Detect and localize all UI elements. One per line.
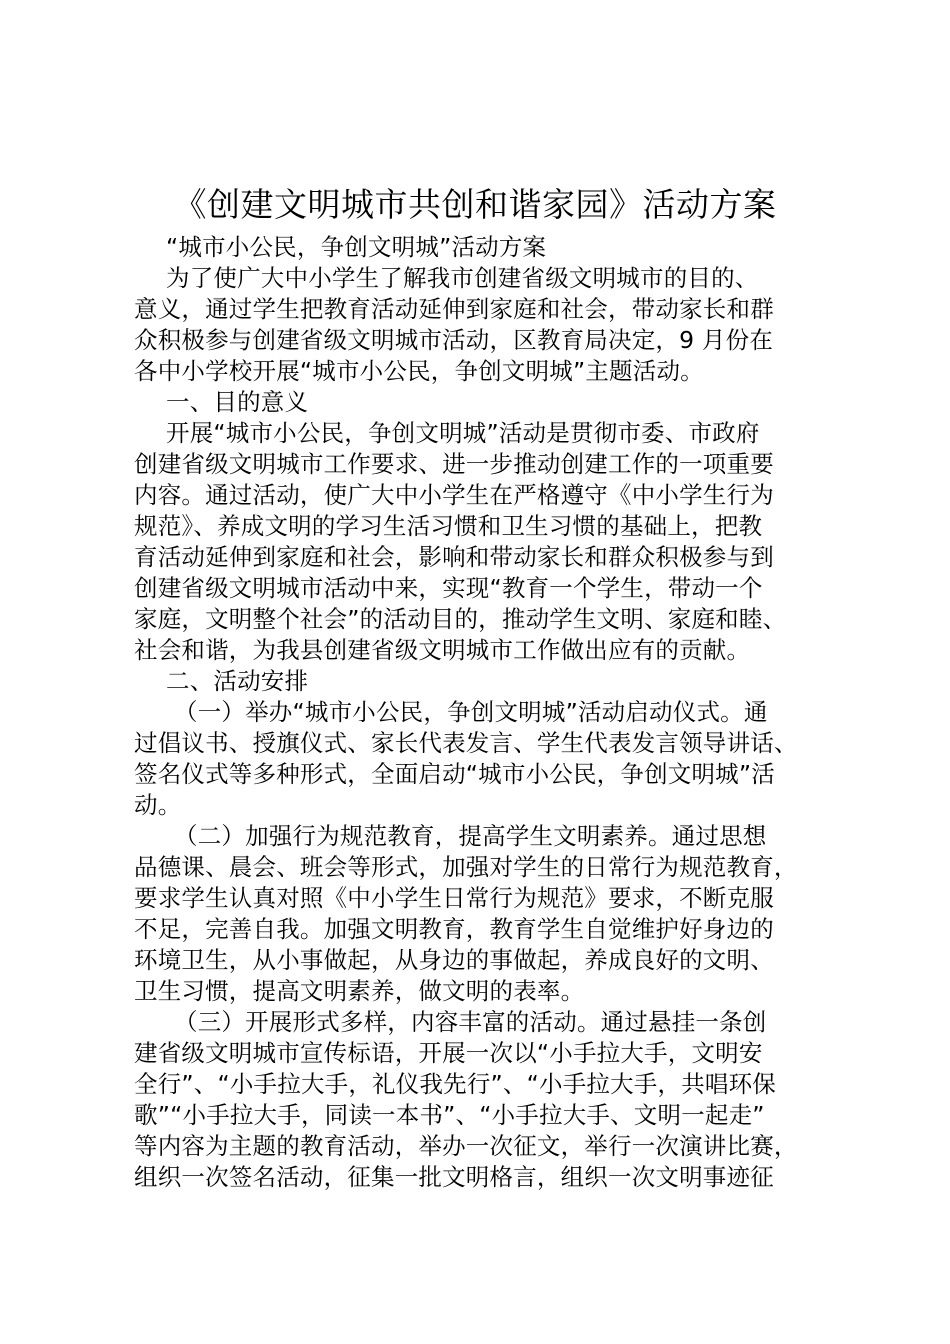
subtitle-line: “城市小公民，争创文明城”活动方案 [166,233,547,261]
text-line: （一）举办“城市小公民，争创文明城”活动启动仪式。通 [174,698,768,726]
text-line: 建省级文明城市宣传标语，开展一次以“小手拉大手，文明安 [134,1039,763,1067]
section-heading: 一、目的意义 [166,388,309,416]
text-line: 组织一次签名活动，征集一批文明格言，组织一次文明事迹征 [134,1163,774,1191]
text-line: 众积极参与创建省级文明城市活动，区教育局决定，9 月份在 [134,326,774,354]
text-line: 创建省级文明城市活动中来，实现“教育一个学生，带动一个 [134,574,763,602]
text-line: 社会和谐，为我县创建省级文明城市工作做出应有的贡献。 [134,636,751,664]
text-line: 全行”、“小手拉大手，礼仪我先行”、“小手拉大手，共唱环保 [134,1070,776,1098]
text-line: 歌”“小手拉大手，同读一本书”、“小手拉大手、文明一起走” [134,1101,765,1129]
text-line: 家庭，文明整个社会”的活动目的，推动学生文明、家庭和睦、 [134,605,787,633]
text-line: 品德课、晨会、班会等形式，加强对学生的日常行为规范教育， [134,853,798,881]
text-line: 签名仪式等多种形式，全面启动“城市小公民，争创文明城”活 [134,760,775,788]
text-line: 创建省级文明城市工作要求、进一步推动创建工作的一项重要 [134,450,774,478]
text-line: 内容。通过活动，使广大中小学生在严格遵守《中小学生行为 [134,481,774,509]
text-line: 规范》、养成文明的学习生活习惯和卫生习惯的基础上，把教 [134,512,763,540]
text-line: （三）开展形式多样，内容丰富的活动。通过悬挂一条创 [174,1008,767,1036]
document-title: 《创建文明城市共创和谐家园》活动方案 [173,185,777,224]
text-line: 环境卫生，从小事做起，从身边的事做起，养成良好的文明、 [134,946,774,974]
section-heading: 二、活动安排 [166,667,309,695]
text-line: 动。 [134,791,182,819]
text-line: 要求学生认真对照《中小学生日常行为规范》要求，不断克服 [134,884,774,912]
text-line: 不足，完善自我。加强文明教育，教育学生自觉维护好身边的 [134,915,774,943]
document-body [134,232,834,1193]
text-line: 育活动延伸到家庭和社会，影响和带动家长和群众积极参与到 [134,543,774,571]
text-line: 等内容为主题的教育活动，举办一次征文，举行一次演讲比赛， [134,1132,798,1160]
text-line: 为了使广大中小学生了解我市创建省级文明城市的目的、 [166,264,759,292]
text-line: 各中小学校开展“城市小公民，争创文明城”主题活动。 [134,357,704,385]
text-line: 开展“城市小公民，争创文明城”活动是贯彻市委、市政府 [166,419,760,447]
text-line: 过倡议书、授旗仪式、家长代表发言、学生代表发言领导讲话、 [134,729,798,757]
text-line: 意义，通过学生把教育活动延伸到家庭和社会，带动家长和群 [134,295,774,323]
text-line: （二）加强行为规范教育，提高学生文明素养。通过思想 [174,822,767,850]
text-line: 卫生习惯，提高文明素养，做文明的表率。 [134,977,585,1005]
